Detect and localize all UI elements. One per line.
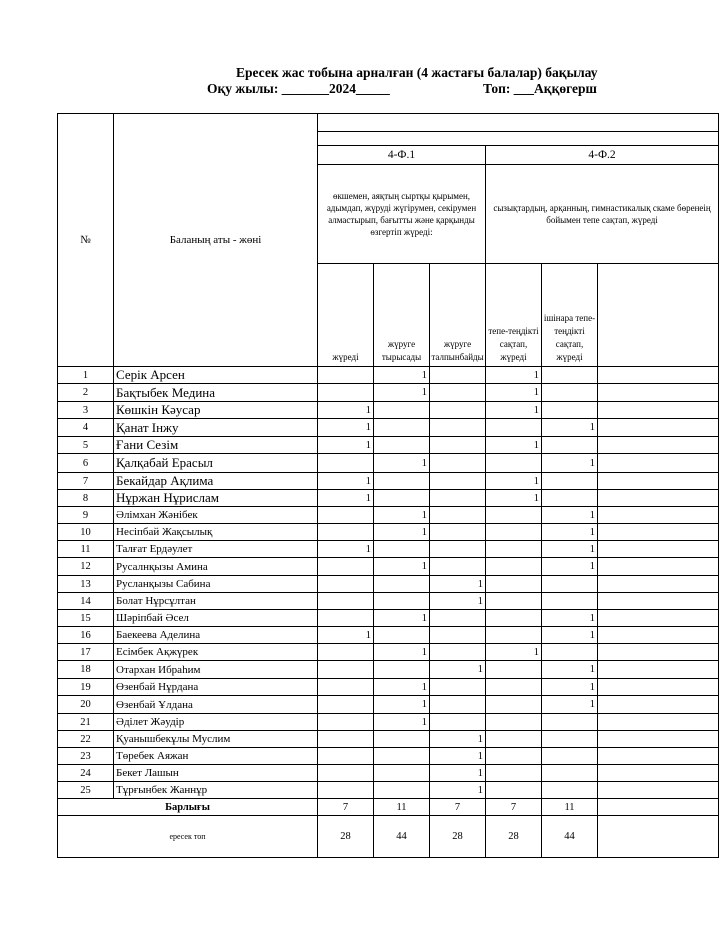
score-cell: 1: [542, 627, 598, 644]
table-row: [58, 696, 719, 714]
score-cell: 1: [374, 610, 430, 627]
score-cell: [374, 765, 430, 782]
child-name: Отархан Ибраһим: [114, 661, 318, 679]
table-body: [58, 367, 719, 799]
score-cell-empty: [598, 661, 719, 679]
score-cell: [374, 541, 430, 558]
score-cell-empty: [598, 402, 719, 419]
child-name: Көшкін Кәусар: [114, 402, 318, 419]
score-cell-empty: [598, 679, 719, 696]
group-value: 28: [486, 816, 542, 858]
score-cell: 1: [486, 367, 542, 384]
score-cell: [430, 437, 486, 454]
score-cell: [486, 558, 542, 576]
table-row: [58, 627, 719, 644]
score-cell-empty: [598, 384, 719, 402]
score-cell: [430, 541, 486, 558]
score-cell: [542, 367, 598, 384]
score-cell: [374, 748, 430, 765]
table-row: [58, 384, 719, 402]
score-cell: 1: [318, 437, 374, 454]
table-row: [58, 490, 719, 507]
score-cell-empty: [598, 437, 719, 454]
score-cell: [318, 454, 374, 473]
score-cell: [430, 507, 486, 524]
score-cell: [542, 473, 598, 490]
row-number: 20: [58, 696, 114, 714]
row-number: 16: [58, 627, 114, 644]
score-cell: [374, 576, 430, 593]
score-cell-empty: [598, 541, 719, 558]
score-cell: [430, 473, 486, 490]
score-cell: [542, 490, 598, 507]
score-cell-empty: [598, 748, 719, 765]
score-cell: [374, 661, 430, 679]
score-cell: [374, 437, 430, 454]
total-value: 11: [374, 799, 430, 816]
child-name: Өзенбай Нұрдана: [114, 679, 318, 696]
table-row: [58, 610, 719, 627]
score-cell: [430, 384, 486, 402]
score-cell: [430, 644, 486, 661]
score-cell: [374, 782, 430, 799]
score-cell: [430, 419, 486, 437]
score-cell: [430, 627, 486, 644]
score-cell: [318, 593, 374, 610]
child-name: Шәріпбай Әсел: [114, 610, 318, 627]
score-cell: 1: [486, 437, 542, 454]
score-cell: [486, 507, 542, 524]
document-title: Ересек жас тобына арналған (4 жастағы балалар) бақылау: [236, 65, 598, 80]
group-value-empty: [598, 816, 719, 858]
child-name: Қанат Інжу: [114, 419, 318, 437]
score-cell: [486, 576, 542, 593]
score-cell: [374, 419, 430, 437]
table-row: [58, 714, 719, 731]
score-cell: [318, 731, 374, 748]
score-cell: 1: [374, 558, 430, 576]
score-cell: 1: [430, 782, 486, 799]
group-label: ересек топ: [58, 816, 318, 858]
score-cell: 1: [542, 661, 598, 679]
score-cell: [430, 610, 486, 627]
score-cell: [486, 714, 542, 731]
child-name: Өзенбай Ұлдана: [114, 696, 318, 714]
table-row: [58, 731, 719, 748]
score-cell: 1: [486, 402, 542, 419]
score-cell: [430, 454, 486, 473]
score-cell: [318, 610, 374, 627]
score-cell: [486, 661, 542, 679]
row-number: 11: [58, 541, 114, 558]
score-cell: [318, 714, 374, 731]
child-name: Әлімхан Жәнібек: [114, 507, 318, 524]
score-cell: [486, 731, 542, 748]
score-cell: [542, 765, 598, 782]
score-cell: 1: [374, 384, 430, 402]
score-cell: 1: [542, 507, 598, 524]
score-cell: 1: [542, 419, 598, 437]
child-name: Ғани Сезім: [114, 437, 318, 454]
score-cell: [374, 490, 430, 507]
row-number: 24: [58, 765, 114, 782]
group-row: [58, 816, 719, 858]
score-cell: 1: [542, 610, 598, 627]
table-row: [58, 507, 719, 524]
score-cell: 1: [318, 419, 374, 437]
score-cell-empty: [598, 367, 719, 384]
score-cell-empty: [598, 454, 719, 473]
score-cell: [430, 367, 486, 384]
score-cell: [318, 661, 374, 679]
row-number: 1: [58, 367, 114, 384]
table-row: [58, 367, 719, 384]
row-number: 12: [58, 558, 114, 576]
score-cell: [318, 558, 374, 576]
score-cell-empty: [598, 610, 719, 627]
table-row: [58, 402, 719, 419]
table-header: [58, 114, 719, 367]
score-cell: 1: [486, 473, 542, 490]
child-name: Қуанышбекұлы Муслим: [114, 731, 318, 748]
score-cell-empty: [598, 627, 719, 644]
score-cell: [318, 696, 374, 714]
score-cell-empty: [598, 524, 719, 541]
score-cell: [542, 384, 598, 402]
table-row: [58, 593, 719, 610]
child-name: Баекеева Аделина: [114, 627, 318, 644]
header-blank-row-2: [318, 132, 719, 146]
header-description-2: сызықтардың, арқанның, гимнастикалық скаме бөренеің бойымен тепе сақтап, жүреді: [486, 165, 719, 264]
table-footer: [58, 799, 719, 858]
row-number: 9: [58, 507, 114, 524]
header-sub-4: тепе-теңдікті сақтап, жүреді: [486, 264, 542, 367]
child-name: Бекет Лашын: [114, 765, 318, 782]
score-cell: [430, 714, 486, 731]
child-name: Русланқызы Сабина: [114, 576, 318, 593]
table-row: [58, 437, 719, 454]
header-code-1: 4-Ф.1: [318, 146, 486, 165]
score-cell: 1: [374, 454, 430, 473]
score-cell: [318, 644, 374, 661]
monitoring-table: [57, 113, 719, 858]
row-number: 7: [58, 473, 114, 490]
child-name: Талғат Ердәулет: [114, 541, 318, 558]
total-value: 7: [318, 799, 374, 816]
score-cell: 1: [430, 661, 486, 679]
score-cell: 1: [486, 384, 542, 402]
score-cell: [430, 490, 486, 507]
child-name: Тұрғынбек Жаннұр: [114, 782, 318, 799]
score-cell: 1: [374, 367, 430, 384]
row-number: 21: [58, 714, 114, 731]
score-cell: [318, 507, 374, 524]
row-number: 23: [58, 748, 114, 765]
score-cell: 1: [318, 473, 374, 490]
table-row: [58, 644, 719, 661]
child-name: Есімбек Ақжүрек: [114, 644, 318, 661]
score-cell: [374, 473, 430, 490]
group-line: Топ: ___Аққөгерш: [483, 81, 597, 96]
table-row: [58, 541, 719, 558]
score-cell: 1: [430, 748, 486, 765]
header-number: №: [58, 114, 114, 367]
score-cell-empty: [598, 765, 719, 782]
score-cell: [486, 541, 542, 558]
score-cell: [542, 782, 598, 799]
score-cell: [486, 593, 542, 610]
total-value: 11: [542, 799, 598, 816]
header-sub-5: ішінара тепе-теңдікті сақтап, жүреді: [542, 264, 598, 367]
score-cell-empty: [598, 507, 719, 524]
score-cell: [374, 402, 430, 419]
score-cell: 1: [486, 490, 542, 507]
score-cell: 1: [430, 593, 486, 610]
score-cell: [542, 644, 598, 661]
score-cell: [486, 610, 542, 627]
score-cell: 1: [318, 541, 374, 558]
header-sub-1: жүреді: [318, 264, 374, 367]
row-number: 18: [58, 661, 114, 679]
score-cell: [486, 524, 542, 541]
row-number: 25: [58, 782, 114, 799]
total-value: 7: [430, 799, 486, 816]
score-cell: [318, 367, 374, 384]
score-cell: [486, 765, 542, 782]
score-cell: 1: [542, 679, 598, 696]
header-child-name: Баланың аты - жөні: [114, 114, 318, 367]
table-row: [58, 765, 719, 782]
group-value: 28: [318, 816, 374, 858]
row-number: 22: [58, 731, 114, 748]
table-row: [58, 454, 719, 473]
header-blank-row: [318, 114, 719, 132]
score-cell: 1: [542, 558, 598, 576]
score-cell: [374, 731, 430, 748]
table-viewport: [57, 113, 711, 858]
score-cell: [486, 696, 542, 714]
total-value-empty: [598, 799, 719, 816]
score-cell: [318, 748, 374, 765]
row-number: 8: [58, 490, 114, 507]
score-cell-empty: [598, 782, 719, 799]
child-name: Нұржан Нұрислам: [114, 490, 318, 507]
score-cell: [486, 419, 542, 437]
group-value: 44: [542, 816, 598, 858]
table-row: [58, 419, 719, 437]
score-cell-empty: [598, 644, 719, 661]
score-cell: 1: [374, 679, 430, 696]
score-cell-empty: [598, 714, 719, 731]
score-cell: [374, 627, 430, 644]
score-cell: [318, 679, 374, 696]
header-description-1: өкшемен, аяқтың сыртқы қырымен, адымдап, жүруді жүгірумен, секірумен алмастырып, бағытты және қарқынды өзгертіп жүреді:: [318, 165, 486, 264]
score-cell: [318, 576, 374, 593]
score-cell: [374, 593, 430, 610]
child-name: Несіпбай Жақсылық: [114, 524, 318, 541]
score-cell-empty: [598, 558, 719, 576]
header-sub-3: жүруге талпынбайды: [430, 264, 486, 367]
table-row: [58, 661, 719, 679]
score-cell: [486, 679, 542, 696]
child-name: Әділет Жәудір: [114, 714, 318, 731]
table-row: [58, 782, 719, 799]
score-cell: [318, 765, 374, 782]
child-name: Төребек Аяжан: [114, 748, 318, 765]
table-row: [58, 558, 719, 576]
table-row: [58, 679, 719, 696]
score-cell: 1: [374, 714, 430, 731]
child-name: Бекайдар Ақлима: [114, 473, 318, 490]
score-cell: [542, 402, 598, 419]
score-cell: 1: [542, 454, 598, 473]
totals-label: Барлығы: [58, 799, 318, 816]
group-value: 44: [374, 816, 430, 858]
score-cell: 1: [430, 765, 486, 782]
child-name: Болат Нұрсұлтан: [114, 593, 318, 610]
score-cell: [542, 731, 598, 748]
row-number: 15: [58, 610, 114, 627]
score-cell-empty: [598, 731, 719, 748]
table-row: [58, 524, 719, 541]
score-cell-empty: [598, 593, 719, 610]
child-name: Қалқабай Ерасыл: [114, 454, 318, 473]
score-cell: [486, 782, 542, 799]
header-code-2: 4-Ф.2: [486, 146, 719, 165]
score-cell: 1: [542, 696, 598, 714]
group-value: 28: [430, 816, 486, 858]
score-cell: 1: [374, 696, 430, 714]
child-name: Серік Арсен: [114, 367, 318, 384]
score-cell: [318, 782, 374, 799]
score-cell: [542, 593, 598, 610]
row-number: 13: [58, 576, 114, 593]
score-cell: 1: [318, 490, 374, 507]
total-value: 7: [486, 799, 542, 816]
score-cell: [318, 524, 374, 541]
row-number: 17: [58, 644, 114, 661]
score-cell: 1: [374, 507, 430, 524]
score-cell: [430, 524, 486, 541]
table-row: [58, 748, 719, 765]
score-cell-empty: [598, 490, 719, 507]
score-cell: 1: [318, 402, 374, 419]
row-number: 2: [58, 384, 114, 402]
row-number: 5: [58, 437, 114, 454]
score-cell: 1: [374, 644, 430, 661]
score-cell: [430, 696, 486, 714]
row-number: 3: [58, 402, 114, 419]
score-cell: [542, 714, 598, 731]
row-number: 19: [58, 679, 114, 696]
score-cell-empty: [598, 419, 719, 437]
score-cell: 1: [486, 644, 542, 661]
score-cell: 1: [542, 524, 598, 541]
score-cell: [486, 627, 542, 644]
totals-row: [58, 799, 719, 816]
score-cell: [486, 748, 542, 765]
child-name: Русалнқызы Амина: [114, 558, 318, 576]
child-name: Бақтыбек Медина: [114, 384, 318, 402]
score-cell: [542, 748, 598, 765]
row-number: 4: [58, 419, 114, 437]
school-year-line: Оқу жылы: _______2024_____: [207, 81, 390, 96]
score-cell: [430, 558, 486, 576]
score-cell: [318, 384, 374, 402]
score-cell: [486, 454, 542, 473]
header-sub-6: [598, 264, 719, 367]
score-cell: 1: [430, 731, 486, 748]
score-cell: 1: [542, 541, 598, 558]
header-sub-2: жүруге тырысады: [374, 264, 430, 367]
score-cell-empty: [598, 696, 719, 714]
score-cell: [430, 679, 486, 696]
row-number: 10: [58, 524, 114, 541]
score-cell-empty: [598, 473, 719, 490]
score-cell: [542, 576, 598, 593]
score-cell: 1: [430, 576, 486, 593]
score-cell: 1: [374, 524, 430, 541]
row-number: 6: [58, 454, 114, 473]
table-row: [58, 576, 719, 593]
score-cell: [430, 402, 486, 419]
score-cell: [542, 437, 598, 454]
table-row: [58, 473, 719, 490]
score-cell-empty: [598, 576, 719, 593]
score-cell: 1: [318, 627, 374, 644]
row-number: 14: [58, 593, 114, 610]
